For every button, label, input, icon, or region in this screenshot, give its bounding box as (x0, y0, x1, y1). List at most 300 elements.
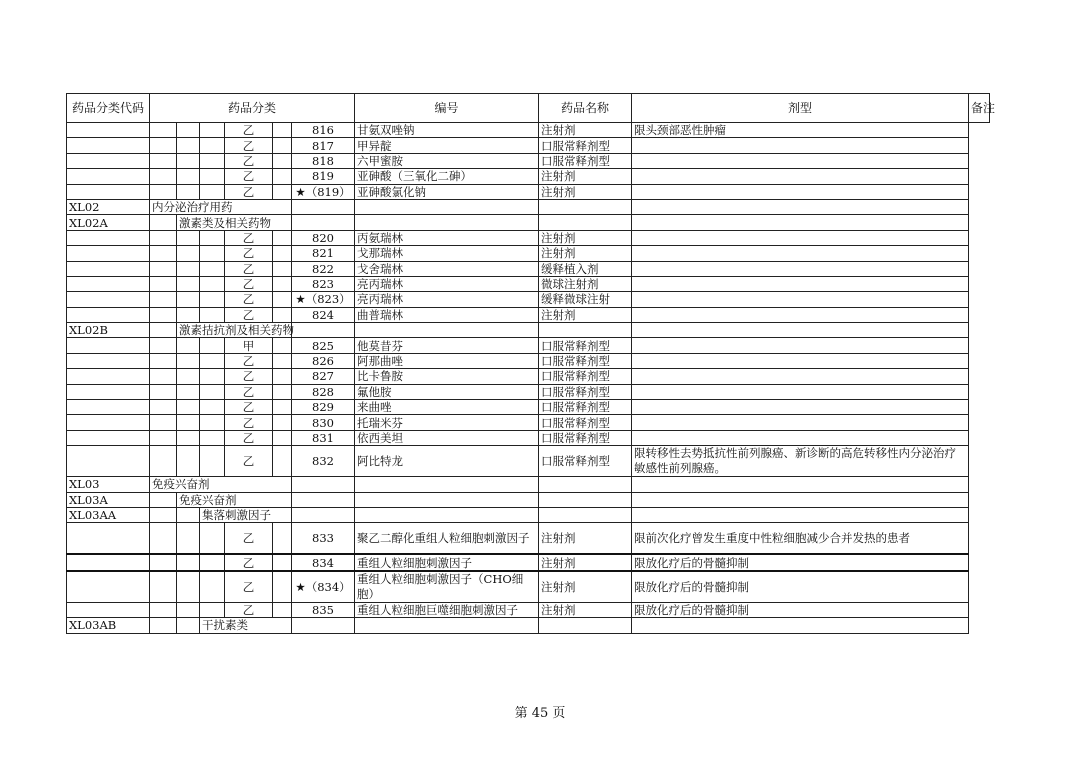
cell-remarks (632, 618, 969, 633)
cell-number (292, 618, 355, 633)
cell-indent (273, 276, 292, 291)
cell-remarks: 限放化疗后的骨髓抑制 (632, 602, 969, 617)
cell-grade: 乙 (225, 230, 273, 245)
cell-number: ★（819） (292, 184, 355, 199)
cell-drug-name: 丙氨瑞林 (355, 230, 539, 245)
cell-indent (177, 307, 200, 322)
table-row (67, 153, 990, 168)
cell-dosage-form: 口服常释剂型 (539, 138, 632, 153)
cell-number: 819 (292, 169, 355, 184)
cell-number (292, 215, 355, 230)
cell-indent (177, 446, 200, 477)
cell-indent (273, 369, 292, 384)
cell-indent (150, 446, 177, 477)
cell-remarks (632, 369, 969, 384)
table-row (67, 261, 990, 276)
cell-indent (200, 415, 225, 430)
table-row (67, 138, 990, 153)
drug-catalog-table (66, 93, 996, 634)
cell-indent (273, 307, 292, 322)
cell-number: 829 (292, 400, 355, 415)
cell-indent (150, 400, 177, 415)
cell-indent (177, 554, 200, 570)
table-row (67, 292, 990, 307)
cell-drug-name: 来曲唑 (355, 400, 539, 415)
cell-category-code (67, 369, 150, 384)
cell-grade: 乙 (225, 123, 273, 138)
cell-indent (273, 353, 292, 368)
cell-grade: 甲 (225, 338, 273, 353)
cell-indent (273, 153, 292, 168)
table-row (67, 446, 990, 477)
cell-category-code (67, 261, 150, 276)
cell-category-code: XL02 (67, 199, 150, 214)
cell-indent (200, 246, 225, 261)
cell-drug-name: 重组人粒细胞刺激因子 (355, 554, 539, 570)
cell-dosage-form: 口服常释剂型 (539, 400, 632, 415)
cell-dosage-form (539, 323, 632, 338)
cell-dosage-form (539, 492, 632, 507)
cell-number: 822 (292, 261, 355, 276)
cell-dosage-form: 缓释植入剂 (539, 261, 632, 276)
cell-indent (200, 276, 225, 291)
table-row (67, 602, 990, 617)
cell-indent (273, 169, 292, 184)
cell-drug-name: 聚乙二醇化重组人粒细胞刺激因子 (355, 523, 539, 555)
cell-remarks (632, 169, 969, 184)
table-row (67, 618, 990, 633)
cell-category-code (67, 307, 150, 322)
cell-number: 832 (292, 446, 355, 477)
cell-dosage-form: 口服常释剂型 (539, 369, 632, 384)
cell-number (292, 492, 355, 507)
cell-remarks (632, 492, 969, 507)
cell-grade: 乙 (225, 400, 273, 415)
cell-number: 818 (292, 153, 355, 168)
cell-number: 834 (292, 554, 355, 570)
cell-remarks: 限放化疗后的骨髓抑制 (632, 554, 969, 570)
cell-indent (150, 430, 177, 445)
cell-indent (273, 261, 292, 276)
table-row (67, 215, 990, 230)
cell-indent (273, 415, 292, 430)
cell-indent (200, 446, 225, 477)
header-number: 编号 (355, 94, 539, 123)
cell-remarks (632, 292, 969, 307)
table-row (67, 430, 990, 445)
cell-indent (150, 215, 177, 230)
cell-dosage-form (539, 215, 632, 230)
cell-indent (200, 571, 225, 603)
cell-drug-name: 托瑞米芬 (355, 415, 539, 430)
cell-category-code (67, 184, 150, 199)
cell-category-level1: 内分泌治疗用药 (150, 199, 292, 214)
cell-indent (150, 369, 177, 384)
cell-indent (200, 123, 225, 138)
table-row (67, 276, 990, 291)
cell-number (292, 323, 355, 338)
cell-indent (273, 446, 292, 477)
cell-drug-name: 甘氨双唑钠 (355, 123, 539, 138)
cell-category-code (67, 523, 150, 555)
cell-category-code: XL02B (67, 323, 150, 338)
cell-indent (200, 184, 225, 199)
cell-drug-name: 戈舍瑞林 (355, 261, 539, 276)
cell-drug-name (355, 199, 539, 214)
cell-indent (177, 618, 200, 633)
cell-drug-name (355, 323, 539, 338)
table-header-row (67, 94, 990, 123)
cell-remarks (632, 153, 969, 168)
cell-category-level3: 集落刺激因子 (200, 507, 292, 522)
cell-grade: 乙 (225, 246, 273, 261)
table-row (67, 554, 990, 570)
cell-dosage-form: 口服常释剂型 (539, 384, 632, 399)
cell-indent (150, 323, 177, 338)
cell-indent (177, 138, 200, 153)
cell-category-code (67, 446, 150, 477)
cell-drug-name: 亮丙瑞林 (355, 276, 539, 291)
cell-indent (177, 384, 200, 399)
cell-indent (150, 246, 177, 261)
cell-indent (150, 492, 177, 507)
cell-number: 821 (292, 246, 355, 261)
cell-grade: 乙 (225, 184, 273, 199)
cell-grade: 乙 (225, 415, 273, 430)
table-row (67, 353, 990, 368)
cell-indent (273, 554, 292, 570)
cell-indent (177, 246, 200, 261)
cell-drug-name: 氟他胺 (355, 384, 539, 399)
cell-category-code (67, 400, 150, 415)
cell-drug-name: 重组人粒细胞刺激因子（CHO细胞） (355, 571, 539, 603)
table-body (67, 123, 990, 634)
cell-category-code (67, 338, 150, 353)
cell-indent (177, 369, 200, 384)
cell-indent (177, 261, 200, 276)
cell-drug-name: 阿比特龙 (355, 446, 539, 477)
cell-drug-name (355, 507, 539, 522)
cell-category-code (67, 138, 150, 153)
cell-dosage-form: 注射剂 (539, 602, 632, 617)
cell-indent (177, 230, 200, 245)
cell-dosage-form: 注射剂 (539, 123, 632, 138)
cell-grade: 乙 (225, 430, 273, 445)
cell-remarks (632, 215, 969, 230)
cell-number: 828 (292, 384, 355, 399)
cell-indent (273, 138, 292, 153)
cell-indent (150, 507, 177, 522)
cell-dosage-form: 口服常释剂型 (539, 446, 632, 477)
cell-indent (150, 523, 177, 555)
table-row (67, 477, 990, 492)
cell-remarks: 限放化疗后的骨髓抑制 (632, 571, 969, 603)
cell-grade: 乙 (225, 261, 273, 276)
cell-dosage-form: 微球注射剂 (539, 276, 632, 291)
cell-indent (273, 602, 292, 617)
cell-grade: 乙 (225, 138, 273, 153)
cell-category-code (67, 292, 150, 307)
cell-indent (273, 523, 292, 555)
cell-dosage-form: 注射剂 (539, 230, 632, 245)
cell-number: 816 (292, 123, 355, 138)
cell-dosage-form: 注射剂 (539, 571, 632, 603)
cell-number: 827 (292, 369, 355, 384)
cell-remarks (632, 338, 969, 353)
cell-indent (273, 571, 292, 603)
cell-remarks (632, 230, 969, 245)
cell-indent (177, 571, 200, 603)
cell-category-code (67, 430, 150, 445)
cell-indent (200, 338, 225, 353)
cell-grade: 乙 (225, 523, 273, 555)
cell-drug-name: 六甲蜜胺 (355, 153, 539, 168)
table-row (67, 199, 990, 214)
cell-number: ★（823） (292, 292, 355, 307)
table-row (67, 184, 990, 199)
cell-dosage-form: 注射剂 (539, 523, 632, 555)
cell-drug-name: 他莫昔芬 (355, 338, 539, 353)
cell-indent (150, 230, 177, 245)
cell-indent (150, 338, 177, 353)
cell-indent (273, 230, 292, 245)
cell-category-level1: 免疫兴奋剂 (150, 477, 292, 492)
cell-indent (177, 184, 200, 199)
cell-category-level3: 干扰素类 (200, 618, 292, 633)
cell-remarks (632, 507, 969, 522)
cell-drug-name (355, 215, 539, 230)
cell-indent (200, 138, 225, 153)
cell-category-code (67, 123, 150, 138)
cell-indent (150, 618, 177, 633)
cell-grade: 乙 (225, 602, 273, 617)
cell-indent (177, 400, 200, 415)
cell-grade: 乙 (225, 446, 273, 477)
cell-grade: 乙 (225, 571, 273, 603)
cell-indent (177, 353, 200, 368)
cell-drug-name: 重组人粒细胞巨噬细胞刺激因子 (355, 602, 539, 617)
cell-number: 830 (292, 415, 355, 430)
table-row (67, 307, 990, 322)
cell-remarks (632, 138, 969, 153)
cell-remarks (632, 276, 969, 291)
cell-remarks (632, 415, 969, 430)
cell-remarks (632, 384, 969, 399)
table-row (67, 323, 990, 338)
cell-dosage-form: 口服常释剂型 (539, 430, 632, 445)
table-row (67, 571, 990, 603)
cell-indent (200, 369, 225, 384)
header-dosage-form: 剂型 (632, 94, 969, 123)
cell-remarks (632, 400, 969, 415)
table-row (67, 338, 990, 353)
cell-indent (200, 602, 225, 617)
cell-category-code (67, 415, 150, 430)
cell-number (292, 477, 355, 492)
cell-category-code (67, 230, 150, 245)
cell-remarks (632, 184, 969, 199)
cell-category-code (67, 276, 150, 291)
cell-remarks (632, 307, 969, 322)
cell-number: 820 (292, 230, 355, 245)
cell-category-code (67, 602, 150, 617)
table-row (67, 384, 990, 399)
cell-number (292, 507, 355, 522)
cell-indent (150, 353, 177, 368)
cell-indent (200, 292, 225, 307)
cell-drug-name: 曲普瑞林 (355, 307, 539, 322)
cell-dosage-form (539, 507, 632, 522)
cell-remarks: 限转移性去势抵抗性前列腺癌、新诊断的高危转移性内分泌治疗敏感性前列腺癌。 (632, 446, 969, 477)
cell-category-code: XL03AA (67, 507, 150, 522)
cell-number: ★（834） (292, 571, 355, 603)
header-category: 药品分类 (150, 94, 355, 123)
cell-category-code (67, 353, 150, 368)
cell-number: 833 (292, 523, 355, 555)
cell-drug-name (355, 477, 539, 492)
cell-grade: 乙 (225, 384, 273, 399)
cell-indent (177, 169, 200, 184)
cell-indent (150, 184, 177, 199)
cell-indent (150, 123, 177, 138)
cell-indent (150, 571, 177, 603)
cell-dosage-form (539, 199, 632, 214)
cell-indent (177, 507, 200, 522)
cell-category-code: XL02A (67, 215, 150, 230)
page-number: 第 45 页 (514, 706, 566, 721)
cell-remarks: 限头颈部恶性肿瘤 (632, 123, 969, 138)
cell-indent (273, 292, 292, 307)
cell-number: 823 (292, 276, 355, 291)
table-row (67, 523, 990, 555)
header-drug-name: 药品名称 (539, 94, 632, 123)
cell-remarks (632, 353, 969, 368)
cell-category-code: XL03 (67, 477, 150, 492)
table-row (67, 369, 990, 384)
cell-dosage-form: 口服常释剂型 (539, 153, 632, 168)
cell-grade: 乙 (225, 353, 273, 368)
cell-drug-name: 亚砷酸氯化钠 (355, 184, 539, 199)
cell-category-code (67, 246, 150, 261)
cell-number: 835 (292, 602, 355, 617)
cell-indent (273, 246, 292, 261)
cell-indent (150, 276, 177, 291)
cell-grade: 乙 (225, 169, 273, 184)
cell-indent (177, 123, 200, 138)
cell-remarks (632, 246, 969, 261)
cell-category-code (67, 169, 150, 184)
cell-dosage-form: 缓释微球注射 (539, 292, 632, 307)
cell-indent (200, 400, 225, 415)
cell-indent (150, 138, 177, 153)
cell-indent (200, 230, 225, 245)
cell-indent (177, 338, 200, 353)
cell-indent (150, 261, 177, 276)
cell-category-code: XL03A (67, 492, 150, 507)
cell-category-code (67, 571, 150, 603)
header-category-code: 药品分类代码 (67, 94, 150, 123)
cell-indent (177, 523, 200, 555)
table-row (67, 123, 990, 138)
cell-indent (150, 292, 177, 307)
cell-indent (177, 153, 200, 168)
table-row (67, 400, 990, 415)
cell-indent (273, 184, 292, 199)
cell-dosage-form (539, 618, 632, 633)
cell-remarks: 限前次化疗曾发生重度中性粒细胞减少合并发热的患者 (632, 523, 969, 555)
cell-remarks (632, 261, 969, 276)
cell-number: 824 (292, 307, 355, 322)
cell-indent (177, 292, 200, 307)
cell-number (292, 199, 355, 214)
table-row (67, 507, 990, 522)
cell-drug-name: 亚砷酸（三氧化二砷） (355, 169, 539, 184)
cell-category-code: XL03AB (67, 618, 150, 633)
cell-dosage-form: 口服常释剂型 (539, 338, 632, 353)
cell-indent (200, 523, 225, 555)
cell-category-level2: 激素拮抗剂及相关药物 (177, 323, 292, 338)
cell-indent (150, 153, 177, 168)
cell-indent (200, 261, 225, 276)
cell-indent (273, 400, 292, 415)
cell-category-code (67, 554, 150, 570)
cell-grade: 乙 (225, 276, 273, 291)
cell-indent (273, 430, 292, 445)
cell-number: 831 (292, 430, 355, 445)
table-row (67, 230, 990, 245)
cell-drug-name (355, 492, 539, 507)
cell-indent (200, 169, 225, 184)
table-row (67, 492, 990, 507)
cell-indent (200, 353, 225, 368)
cell-dosage-form: 注射剂 (539, 184, 632, 199)
table-row (67, 246, 990, 261)
cell-remarks (632, 477, 969, 492)
cell-dosage-form: 注射剂 (539, 307, 632, 322)
cell-dosage-form: 注射剂 (539, 169, 632, 184)
cell-grade: 乙 (225, 307, 273, 322)
cell-category-level2: 免疫兴奋剂 (177, 492, 292, 507)
cell-grade: 乙 (225, 369, 273, 384)
cell-dosage-form: 注射剂 (539, 246, 632, 261)
cell-number: 825 (292, 338, 355, 353)
cell-indent (177, 430, 200, 445)
cell-drug-name: 亮丙瑞林 (355, 292, 539, 307)
cell-indent (177, 276, 200, 291)
cell-indent (150, 384, 177, 399)
cell-indent (273, 123, 292, 138)
cell-indent (150, 307, 177, 322)
cell-drug-name: 甲异靛 (355, 138, 539, 153)
cell-grade: 乙 (225, 554, 273, 570)
cell-dosage-form: 注射剂 (539, 554, 632, 570)
cell-dosage-form: 口服常释剂型 (539, 353, 632, 368)
table-row (67, 415, 990, 430)
cell-grade: 乙 (225, 292, 273, 307)
cell-indent (150, 415, 177, 430)
cell-indent (273, 338, 292, 353)
cell-indent (200, 384, 225, 399)
cell-indent (177, 415, 200, 430)
cell-drug-name: 阿那曲唑 (355, 353, 539, 368)
cell-remarks (632, 430, 969, 445)
cell-category-code (67, 384, 150, 399)
table-row (67, 169, 990, 184)
cell-indent (200, 153, 225, 168)
cell-indent (177, 602, 200, 617)
cell-indent (273, 384, 292, 399)
cell-remarks (632, 323, 969, 338)
